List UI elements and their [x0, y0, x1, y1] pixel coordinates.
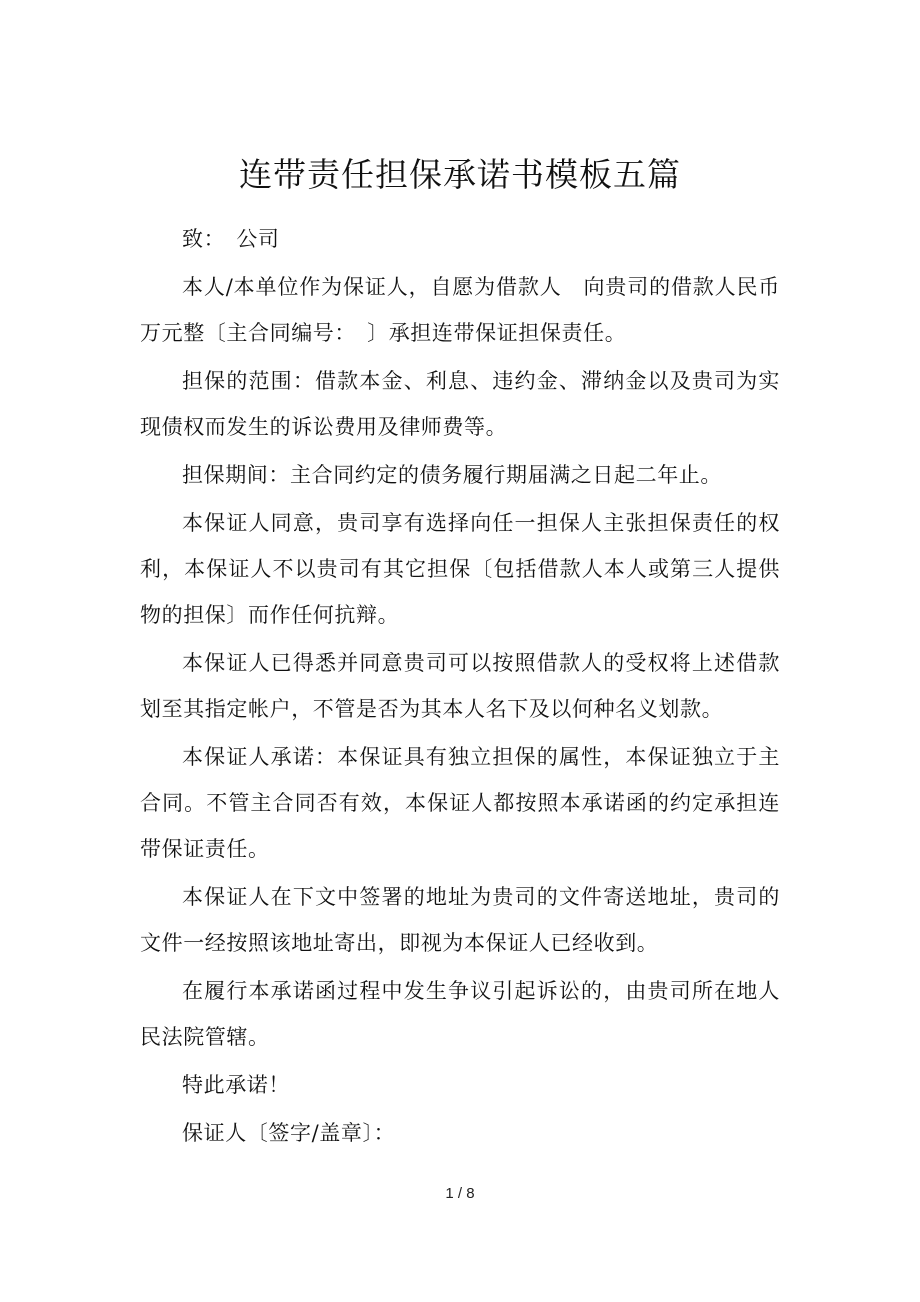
paragraph-independence: 本保证人承诺：本保证具有独立担保的属性，本保证独立于主合同。不管主合同否有效，本保证人都按照本承诺函的约定承担连带保证责任。	[140, 745, 780, 861]
paragraph-guarantee-period: 担保期间：主合同约定的债务履行期届满之日起二年止。	[182, 463, 722, 487]
document-title: 连带责任担保承诺书模板五篇	[239, 155, 681, 194]
paragraph-jurisdiction: 在履行本承诺函过程中发生争议引起诉讼的，由贵司所在地人民法院管辖。	[140, 979, 780, 1049]
page-number: 1 / 8	[445, 1185, 475, 1202]
paragraph-transfer-consent: 本保证人已得悉并同意贵司可以按照借款人的受权将上述借款划至其指定帐户，不管是否为其本人名下及以何种名义划款。	[140, 651, 780, 721]
paragraph-signature-line: 保证人〔签字/盖章〕：	[182, 1121, 396, 1145]
paragraph-guarantee-scope: 担保的范围：借款本金、利息、违约金、滞纳金以及贵司为实现债权而发生的诉讼费用及律师费等。	[140, 369, 780, 439]
paragraph-closing: 特此承诺！	[182, 1073, 290, 1097]
paragraph-right-of-choice: 本保证人同意，贵司享有选择向任一担保人主张担保责任的权利，本保证人不以贵司有其它担保〔包括借款人本人或第三人提供物的担保〕而作任何抗辩。	[140, 511, 780, 627]
paragraph-recipient: 致： 公司	[182, 227, 280, 251]
paragraph-guarantee-statement: 本人/本单位作为保证人，自愿为借款人 向贵司的借款人民币万元整〔主合同编号： 〕承担连带保证担保责任。	[140, 275, 780, 345]
document-body	[140, 216, 780, 1158]
paragraph-mailing-address: 本保证人在下文中签署的地址为贵司的文件寄送地址，贵司的文件一经按照该地址寄出，即视为本保证人已经收到。	[140, 885, 780, 955]
